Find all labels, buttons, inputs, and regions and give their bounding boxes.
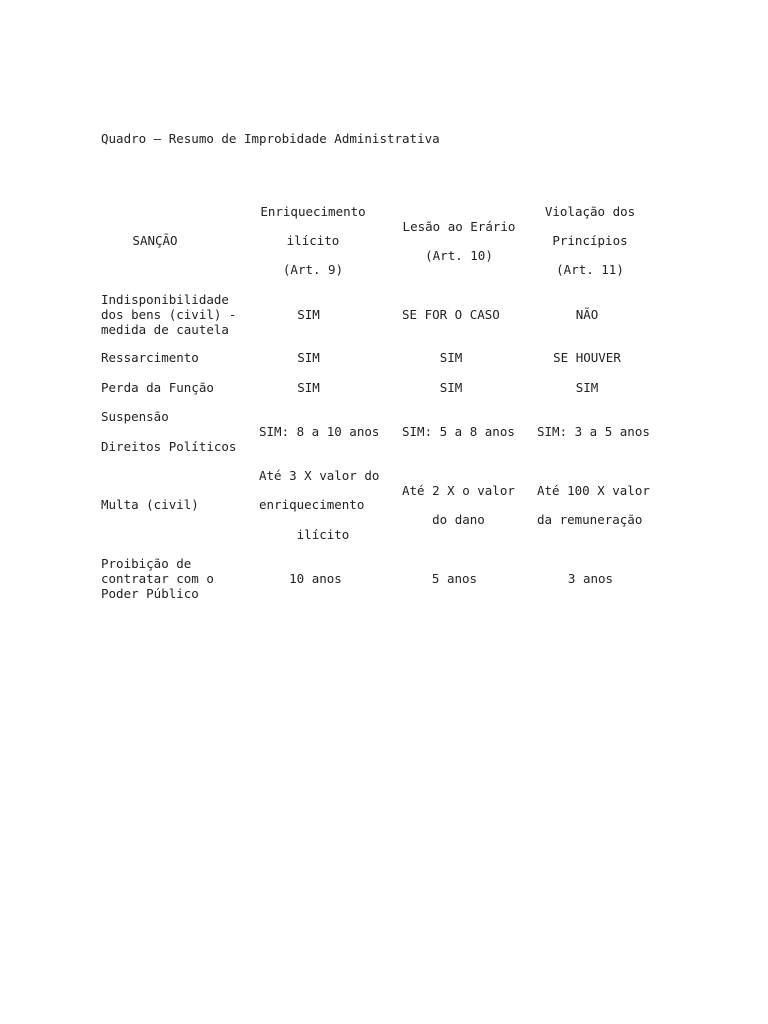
row-ressarcimento-enriquecimento: SIM bbox=[297, 350, 320, 365]
row-multa-violacao-1: Até 100 X valor bbox=[537, 483, 650, 498]
row-multa-enriquecimento-3: ilícito bbox=[296, 527, 350, 542]
header-enriquecimento-line1: Enriquecimento bbox=[260, 204, 366, 219]
row-perda-funcao-lesao: SIM bbox=[439, 380, 463, 395]
header-violacao-line1: Violação dos bbox=[544, 204, 636, 219]
header-violacao-line3: (Art. 11) bbox=[556, 262, 624, 277]
header-violacao-line2: Princípios bbox=[552, 233, 628, 248]
header-enriquecimento-line2: ilícito bbox=[286, 233, 340, 248]
header-enriquecimento-line3: (Art. 9) bbox=[282, 262, 344, 277]
row-ressarcimento-label: Ressarcimento bbox=[101, 350, 199, 365]
header-lesao-line2: (Art. 10) bbox=[425, 248, 493, 263]
row-perda-funcao-violacao: SIM bbox=[575, 380, 599, 395]
header-lesao-line1: Lesão ao Erário bbox=[402, 219, 516, 234]
row-indisponibilidade-label-3: medida de cautela bbox=[101, 322, 229, 337]
row-suspensao-label-1: Suspensão bbox=[101, 409, 169, 424]
row-ressarcimento-violacao: SE HOUVER bbox=[553, 350, 621, 365]
document-title: Quadro – Resumo de Improbidade Administrativa bbox=[101, 131, 440, 146]
row-multa-violacao-2: da remuneração bbox=[537, 512, 643, 527]
row-multa-lesao-1: Até 2 X o valor bbox=[402, 483, 515, 498]
row-suspensao-violacao: SIM: 3 a 5 anos bbox=[537, 424, 650, 439]
row-indisponibilidade-lesao: SE FOR O CASO bbox=[402, 307, 500, 322]
row-indisponibilidade-enriquecimento: SIM bbox=[297, 307, 320, 322]
header-sancao: SANÇÃO bbox=[132, 233, 178, 248]
row-ressarcimento-lesao: SIM bbox=[439, 350, 463, 365]
row-proibicao-lesao: 5 anos bbox=[431, 571, 478, 586]
row-proibicao-label-2: contratar com o bbox=[101, 571, 214, 586]
row-proibicao-enriquecimento: 10 anos bbox=[289, 571, 342, 586]
row-proibicao-label-1: Proibição de bbox=[101, 556, 192, 571]
row-perda-funcao-label: Perda da Função bbox=[101, 380, 214, 395]
row-multa-lesao-2: do dano bbox=[432, 512, 485, 527]
row-suspensao-lesao: SIM: 5 a 8 anos bbox=[402, 424, 515, 439]
row-proibicao-violacao: 3 anos bbox=[567, 571, 614, 586]
row-suspensao-enriquecimento: SIM: 8 a 10 anos bbox=[259, 424, 380, 439]
row-suspensao-label-2: Direitos Políticos bbox=[101, 439, 237, 454]
row-indisponibilidade-violacao: NÃO bbox=[575, 307, 599, 322]
row-proibicao-label-3: Poder Público bbox=[101, 586, 199, 601]
row-indisponibilidade-label-1: Indisponibilidade bbox=[101, 292, 229, 307]
row-multa-enriquecimento-2: enriquecimento bbox=[259, 497, 365, 512]
row-indisponibilidade-label-2: dos bens (civil) - bbox=[101, 307, 237, 322]
row-perda-funcao-enriquecimento: SIM bbox=[297, 380, 320, 395]
row-multa-enriquecimento-1: Até 3 X valor do bbox=[259, 468, 380, 483]
row-multa-label: Multa (civil) bbox=[101, 497, 199, 512]
